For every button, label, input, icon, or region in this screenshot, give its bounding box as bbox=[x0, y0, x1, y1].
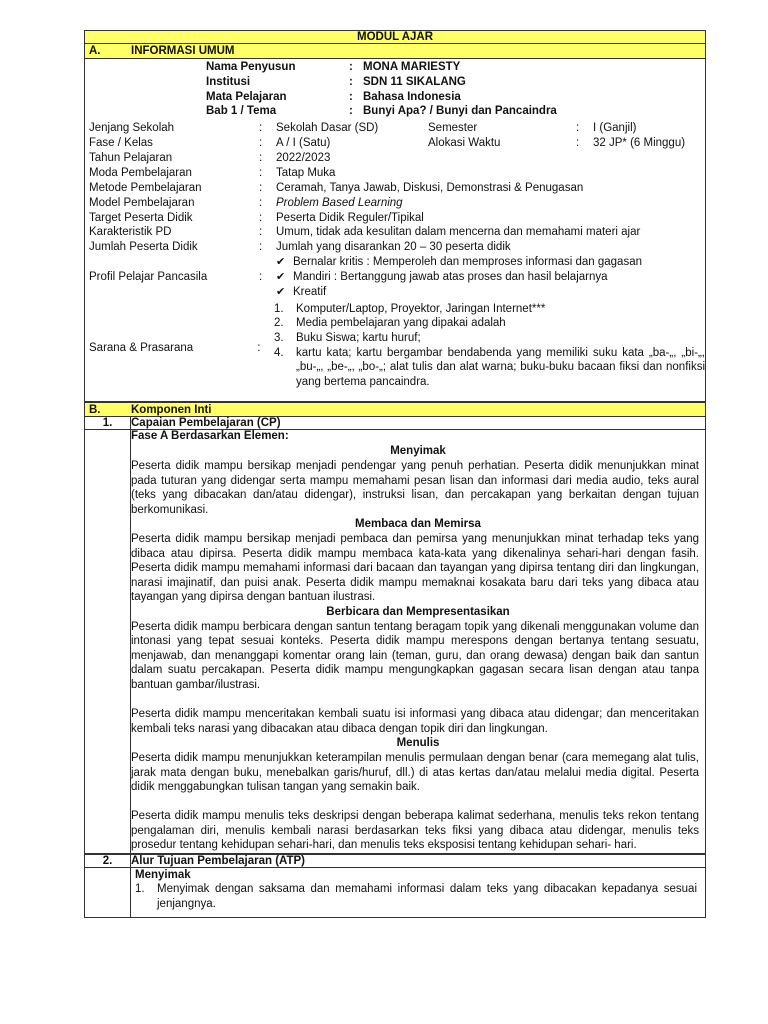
atp-item-text: Menyimak dengan saksama dan memahami informasi dalam teks yang dibacakan kepadanya sesuai jenjangnya. bbox=[157, 883, 697, 910]
profil-item-text: Mandiri : Bertanggung jawab atas proses dan hasil belajarnya bbox=[293, 271, 608, 284]
identity-key: Institusi bbox=[206, 75, 251, 88]
identity-key: Nama Penyusun bbox=[206, 61, 296, 73]
info-row bbox=[85, 151, 705, 166]
info-key: Sarana & Prasarana bbox=[89, 341, 194, 354]
identity-colon: : bbox=[349, 61, 353, 73]
paragraph-gap bbox=[131, 693, 705, 708]
info-row bbox=[85, 211, 705, 226]
identity-colon: : bbox=[349, 75, 353, 88]
info-colon: : bbox=[257, 341, 261, 354]
atp-bottom-space bbox=[131, 911, 705, 917]
info-key-alokasi: Alokasi Waktu bbox=[428, 137, 501, 150]
section-b-label: Komponen Inti bbox=[131, 404, 212, 417]
info-colon: : bbox=[259, 241, 263, 254]
info-value: 2022/2023 bbox=[276, 151, 331, 164]
info-key: Target Peserta Didik bbox=[89, 211, 193, 224]
cp-berbicara-heading: Berbicara dan Mempresentasikan bbox=[326, 605, 510, 618]
info-row bbox=[85, 166, 705, 181]
cp-gutter bbox=[85, 430, 131, 853]
cp-menyimak-text: Peserta didik mampu bersikap menjadi pendengar yang penuh perhatian. Peserta didik menunjukkan minat pada tuturan yang didengar serta mampu memahami pesan lisan dan informasi dari media audio, teks aural (teks yang dibacakan dan/atau didengar), instruksi lisan, dan percakapan yang berkaitan dengan tujuan berkomunikasi. bbox=[131, 460, 699, 516]
info-value-semester: I (Ganjil) bbox=[593, 122, 637, 135]
info-key: Moda Pembelajaran bbox=[89, 166, 192, 179]
cp-label: Capaian Pembelajaran (CP) bbox=[131, 417, 281, 430]
sarana-item-text: kartu kata; kartu bergambar bendabenda yang memiliki suku kata „ba-„, „bi-„, „bu-„, „be-„, „bo-„; alat tulis dan alat warna; buku-buku bacaan fiksi dan nonfiksi yang bertema pancaindra. bbox=[296, 346, 705, 388]
profil-item-text: Bernalar kritis : Memperoleh dan memproses informasi dan gagasan bbox=[293, 256, 642, 269]
info-key: Metode Pembelajaran bbox=[89, 181, 202, 194]
profil-list bbox=[276, 255, 642, 300]
info-value: Peserta Didik Reguler/Tipikal bbox=[276, 211, 424, 224]
identity-row bbox=[85, 75, 705, 90]
info-colon: : bbox=[259, 122, 263, 135]
atp-content bbox=[131, 868, 705, 917]
identity-row bbox=[85, 104, 705, 119]
info-value: A / I (Satu) bbox=[276, 137, 331, 150]
profil-item bbox=[276, 255, 642, 270]
checkmark-icon: ✔ bbox=[276, 271, 286, 284]
sarana-item-number: 1. bbox=[274, 302, 284, 315]
info-colon: : bbox=[259, 271, 263, 284]
info-colon: : bbox=[259, 137, 263, 150]
section-a-bottom-space bbox=[85, 389, 705, 401]
profil-item bbox=[276, 270, 642, 285]
identity-row bbox=[85, 60, 705, 75]
cp-menulis-heading: Menulis bbox=[396, 737, 440, 750]
info-key: Jenjang Sekolah bbox=[89, 122, 175, 135]
info-row bbox=[85, 181, 705, 196]
sarana-item-number: 2. bbox=[274, 317, 284, 330]
cp-menulis-text-2: Peserta didik mampu menulis teks deskripsi dengan beberapa kalimat sederhana, menulis teks rekon tentang pengalaman diri, menulis kembali narasi berdasarkan teks fiksi yang dibaca atau didengar, menulis teks prosedur tentang kehidupan sehari-hari, dan menulis teks eksposisi tentang kehidupan sehari- hari. bbox=[131, 810, 699, 852]
info-colon: : bbox=[259, 226, 263, 239]
identity-value: Bunyi Apa? / Bunyi dan Pancaindra bbox=[363, 105, 557, 118]
cp-membaca-heading: Membaca dan Memirsa bbox=[355, 518, 481, 531]
section-a-label: INFORMASI UMUM bbox=[131, 45, 235, 57]
info-key: Karakteristik PD bbox=[89, 226, 172, 239]
info-value: Jumlah yang disarankan 20 – 30 peserta didik bbox=[276, 241, 511, 254]
cp-berbicara-text-1: Peserta didik mampu berbicara dengan santun tentang beragam topik yang dikenali menggunakan volume dan intonasi yang tepat sesuai konteks. Peserta didik mampu merespons dengan bertanya tentang sesuatu, menjawab, dan menanggapi komentar orang lain (teman, guru, dan orang dewasa) dengan baik dan santun dalam suatu percakapan. Peserta didik mampu mengungkapkan gagasan secara lisan dengan atau tanpa bantuan gambar/ilustrasi. bbox=[131, 620, 699, 691]
cp-menyimak-heading: Menyimak bbox=[390, 445, 446, 458]
info-key: Profil Pelajar Pancasila bbox=[89, 271, 208, 284]
atp-item bbox=[131, 882, 705, 911]
atp-number: 2. bbox=[85, 855, 131, 867]
atp-menyimak-heading: Menyimak bbox=[135, 869, 191, 882]
identity-colon: : bbox=[349, 90, 353, 103]
info-key: Tahun Pelajaran bbox=[89, 151, 173, 164]
sarana-item bbox=[274, 346, 705, 390]
checkmark-icon: ✔ bbox=[276, 256, 286, 269]
identity-block bbox=[85, 59, 705, 121]
info-value: Tatap Muka bbox=[276, 166, 336, 179]
document-title: MODUL AJAR bbox=[84, 30, 706, 44]
atp-header bbox=[84, 854, 706, 868]
checkmark-icon: ✔ bbox=[276, 285, 286, 298]
section-b-header bbox=[84, 402, 706, 416]
sarana-item bbox=[274, 302, 705, 317]
info-value: Umum, tidak ada kesulitan dalam mencerna dan memahami materi ajar bbox=[276, 226, 641, 239]
info-value: Sekolah Dasar (SD) bbox=[276, 122, 379, 135]
cp-body bbox=[84, 430, 706, 854]
identity-key: Mata Pelajaran bbox=[206, 90, 287, 103]
info-colon: : bbox=[259, 196, 263, 209]
cp-menulis-text-1: Peserta didik mampu menunjukkan keterampilan menulis permulaan dengan benar (cara memegang alat tulis, jarak mata dengan buku, menebalkan garis/huruf, dll.) di atas kertas dan/atau melalui media digital. Peserta didik menggabungkan tulisan tangan yang semakin baik. bbox=[131, 751, 699, 794]
sarana-item-text: Buku Siswa; kartu huruf; bbox=[296, 332, 421, 345]
sarana-item bbox=[274, 316, 705, 331]
sarana-item-text: Komputer/Laptop, Proyektor, Jaringan Internet*** bbox=[296, 302, 546, 315]
info-row-fase bbox=[85, 136, 705, 151]
sarana-list bbox=[274, 302, 705, 390]
modul-ajar-document bbox=[84, 30, 706, 918]
cp-membaca-text: Peserta didik mampu bersikap menjadi pembaca dan pemirsa yang menunjukkan minat terhadap teks yang dibaca atau dipirsa. Peserta didik mampu membaca kata-kata yang dikenalinya sehari-hari dengan fasih. Peserta didik mampu memahami informasi dari bacaan dan tayangan yang dipirsa tentang diri dan lingkungan, narasi imajinatif, dan puisi anak. Peserta didik mampu memaknai kosakata baru dari teks yang dibaca atau tayangan yang dipirsa dengan bantuan ilustrasi. bbox=[131, 533, 699, 604]
section-b-letter: B. bbox=[89, 404, 101, 417]
info-colon: : bbox=[259, 211, 263, 224]
profil-item-text: Kreatif bbox=[293, 285, 327, 298]
info-key: Fase / Kelas bbox=[89, 137, 153, 150]
info-colon: : bbox=[259, 151, 263, 164]
info-colon: : bbox=[576, 137, 580, 150]
identity-key: Bab 1 / Tema bbox=[206, 105, 277, 118]
info-key-semester: Semester bbox=[428, 122, 478, 135]
profil-pelajar-row bbox=[85, 255, 705, 300]
profil-item bbox=[276, 285, 642, 300]
sarana-item-number: 3. bbox=[274, 332, 284, 345]
atp-body bbox=[84, 868, 706, 918]
info-key: Model Pembelajaran bbox=[89, 196, 195, 209]
atp-item-number: 1. bbox=[135, 883, 145, 896]
identity-row bbox=[85, 90, 705, 105]
cp-header bbox=[84, 416, 706, 430]
info-value: Ceramah, Tanya Jawab, Diskusi, Demonstrasi & Penugasan bbox=[276, 181, 584, 194]
cp-berbicara-text-2: Peserta didik mampu menceritakan kembali suatu isi informasi yang dibaca atau didengar; dan menceritakan kembali teks narasi yang dibacakan atau dibaca dengan topik diri dan lingkungan. bbox=[131, 708, 699, 735]
cp-fase-heading: Fase A Berdasarkan Elemen: bbox=[131, 430, 289, 443]
info-value: Problem Based Learning bbox=[276, 196, 403, 209]
cp-number: 1. bbox=[85, 417, 131, 429]
section-a-letter: A. bbox=[89, 45, 101, 57]
sarana-item bbox=[274, 331, 705, 346]
sarana-item-number: 4. bbox=[274, 346, 284, 359]
cp-content bbox=[131, 430, 705, 853]
identity-colon: : bbox=[349, 105, 353, 118]
sarana-prasarana-row bbox=[85, 302, 705, 390]
atp-gutter bbox=[85, 868, 131, 917]
info-row bbox=[85, 196, 705, 211]
info-colon: : bbox=[576, 122, 580, 135]
info-row bbox=[85, 240, 705, 255]
section-a-header bbox=[84, 44, 706, 59]
paragraph-gap bbox=[131, 795, 705, 810]
info-key: Jumlah Peserta Didik bbox=[89, 241, 198, 254]
identity-value: MONA MARIESTY bbox=[363, 61, 461, 73]
section-a-body bbox=[84, 59, 706, 402]
sarana-item-text: Media pembelajaran yang dipakai adalah bbox=[296, 317, 506, 330]
atp-label: Alur Tujuan Pembelajaran (ATP) bbox=[131, 855, 306, 868]
info-colon: : bbox=[259, 166, 263, 179]
identity-value: SDN 11 SIKALANG bbox=[363, 75, 466, 88]
info-colon: : bbox=[259, 181, 263, 194]
info-row-jenjang bbox=[85, 121, 705, 136]
info-value-alokasi: 32 JP* (6 Minggu) bbox=[593, 137, 686, 150]
info-row bbox=[85, 225, 705, 240]
identity-value: Bahasa Indonesia bbox=[363, 90, 461, 103]
